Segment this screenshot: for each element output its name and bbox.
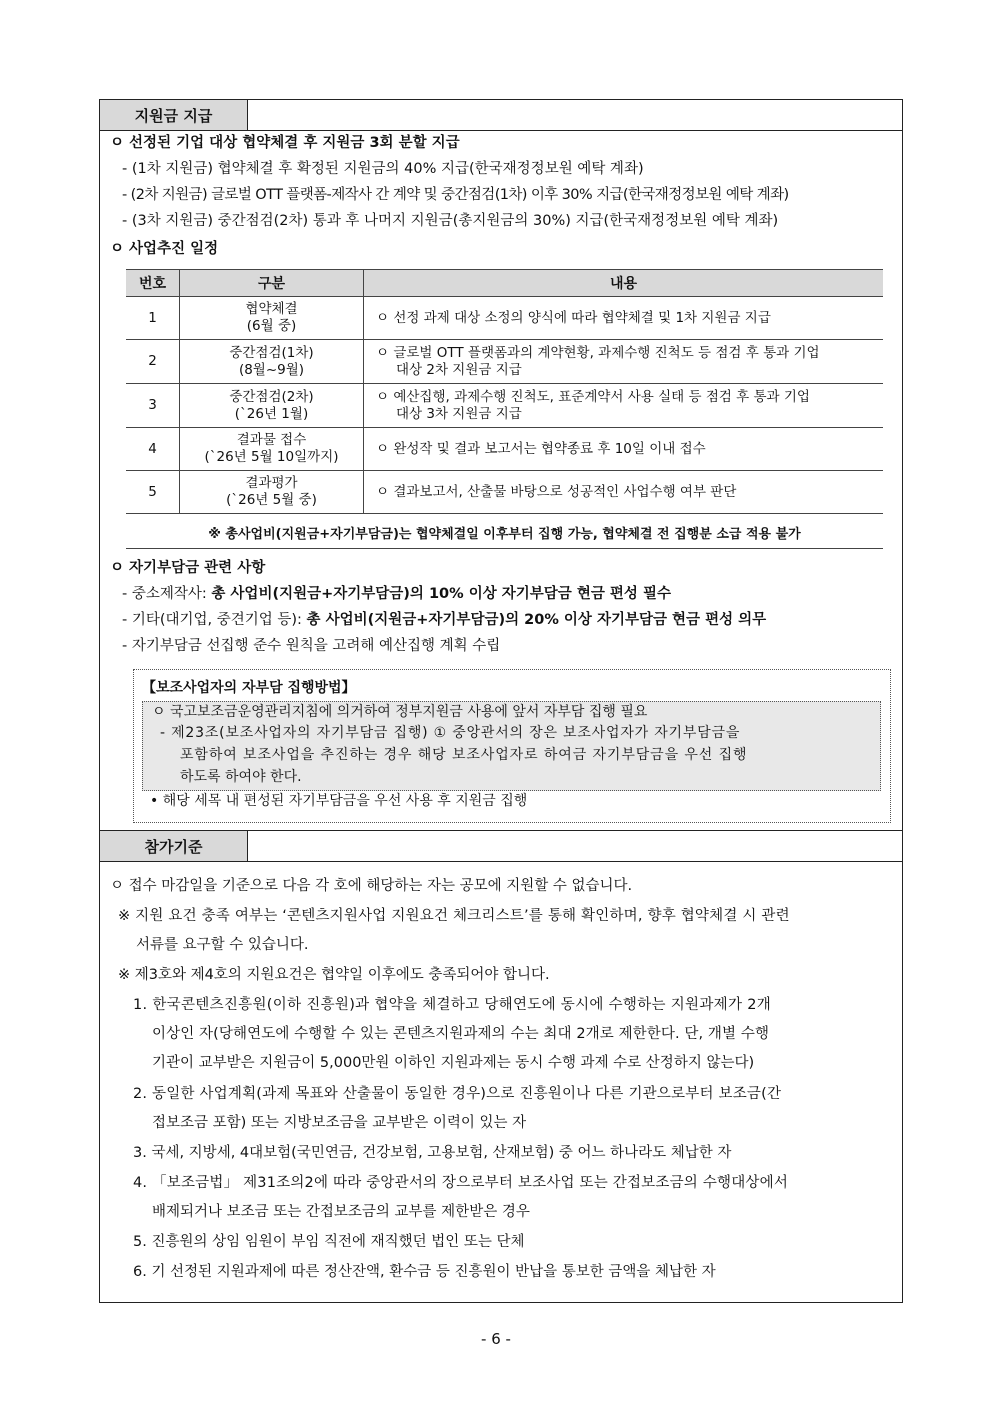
schedule-table: [126, 269, 883, 514]
row-content-line1: ㅇ 예산집행, 과제수행 진척도, 표준계약서 사용 실태 등 점검 후 통과 기업: [376, 388, 810, 405]
row-category-line1: 결과평가: [245, 475, 298, 491]
row-category-line2: (`26년 5월 중): [226, 492, 317, 508]
self-item-1-prefix: - 중소제작사:: [122, 586, 212, 602]
criterion-1-cont-b: 기관이 교부받은 지원금이 5,000만원 이하인 지원과제는 동시 수행 과제 수로 산정하지 않는다): [152, 1055, 755, 1071]
eligibility-note-1: ※ 지원 요건 충족 여부는 ‘콘텐츠지원사업 지원요건 체크리스트’를 통해 확인하며, 향후 협약체결 시 관련: [118, 908, 790, 924]
row-content: [364, 471, 884, 514]
eligibility-section: [99, 830, 903, 1303]
box-title: 【보조사업자의 자부담 집행방법】: [142, 680, 356, 696]
regulation-line-4: 하도록 하여야 한다.: [180, 769, 302, 785]
row-content-line1: ㅇ 선정 과제 대상 소정의 양식에 따라 협약체결 및 1차 지원금 지급: [376, 309, 771, 326]
row-content-line2: 대상 2차 지원금 지급: [396, 361, 522, 378]
row-content: [364, 428, 884, 471]
criterion-2-cont: 접보조금 포함) 또는 지방보조금을 교부받은 이력이 있는 자: [152, 1115, 527, 1131]
self-item-3: - 자기부담금 선집행 준수 원칙을 고려해 예산집행 계획 수립: [122, 638, 501, 654]
row-category-line1: 중간점검(1차): [229, 344, 314, 361]
table-row: [126, 471, 883, 514]
row-content: [364, 297, 884, 340]
row-category: [180, 340, 364, 384]
row-category-line2: (`26년 5월 10일까지): [204, 449, 339, 465]
row-category-line2: (6월 중): [246, 318, 297, 334]
eligibility-section-header: [100, 831, 902, 862]
criterion-4: 4. 「보조금법」 제31조의2에 따라 중앙관서의 장으로부터 보조사업 또는 간접보조금의 수행대상에서: [133, 1175, 789, 1191]
table-row: [126, 384, 883, 428]
schedule-table-header: [126, 270, 883, 297]
regulation-line-3: 포함하여 보조사업을 추진하는 경우 해당 보조사업자로 하여금 자기부담금을 우선 집행: [180, 747, 748, 763]
row-category-line2: (8월~9월): [238, 361, 305, 378]
self-item-1-bold: 총 사업비(지원금+자기부담금)의 10% 이상 자기부담금 현금 편성 필수: [211, 586, 672, 602]
eligibility-section-title: 참가기준: [100, 831, 248, 861]
row-category: [180, 471, 364, 514]
row-category: [180, 428, 364, 471]
payment-item-3: - (3차 지원금) 중간점검(2차) 통과 후 나머지 지원금(총지원금의 30%) 지급(한국재정정보원 예탁 계좌): [122, 213, 779, 229]
row-no: 1: [126, 297, 180, 340]
page-number: - 6 -: [481, 1330, 511, 1348]
row-content: [364, 384, 884, 428]
eligibility-intro: ㅇ 접수 마감일을 기준으로 다음 각 호에 해당하는 자는 공모에 지원할 수 없습니다.: [110, 878, 633, 894]
self-item-1: [122, 584, 671, 604]
row-no: 2: [126, 340, 180, 384]
criterion-4-cont: 배제되거나 보조금 또는 간접보조금의 교부를 제한받은 경우: [152, 1204, 530, 1220]
row-content-line1: ㅇ 완성작 및 결과 보고서는 협약종료 후 10일 이내 접수: [376, 440, 706, 457]
self-item-2-prefix: - 기타(대기업, 중견기업 등):: [122, 612, 307, 628]
header-content: 내용: [364, 270, 884, 297]
regulation-line-1: ㅇ 국고보조금운영관리지침에 의거하여 정부지원금 사용에 앞서 자부담 집행 필요: [152, 704, 648, 720]
payment-item-1: - (1차 지원금) 협약체결 후 확정된 지원금의 40% 지급(한국재정정보원 예탁 계좌): [122, 161, 644, 177]
row-no: 5: [126, 471, 180, 514]
table-row: [126, 340, 883, 384]
self-item-2-bold: 총 사업비(지원금+자기부담금)의 20% 이상 자기부담금 현금 편성 의무: [306, 612, 767, 628]
regulation-line-2: - 제23조(보조사업자의 자기부담금 집행) ① 중앙관서의 장은 보조사업자가 자기부담금을: [160, 725, 741, 741]
criterion-1: 1. 한국콘텐츠진흥원(이하 진흥원)과 협약을 체결하고 당해연도에 동시에 수행하는 지원과제가 2개: [133, 997, 772, 1013]
payment-section-title: 지원금 지급: [100, 100, 248, 130]
criterion-1-cont-a: 이상인 자(당해연도에 수행할 수 있는 콘텐츠지원과제의 수는 최대 2개로 제한한다. 단, 개별 수행: [152, 1026, 770, 1042]
row-category-line1: 중간점검(2차): [229, 388, 314, 405]
payment-section-header: [100, 100, 902, 131]
row-content: [364, 340, 884, 384]
table-row: [126, 428, 883, 471]
box-bullet: • 해당 세목 내 편성된 자기부담금을 우선 사용 후 지원금 집행: [150, 793, 528, 809]
self-burden-heading: ㅇ 자기부담금 관련 사항: [110, 560, 266, 576]
row-no: 3: [126, 384, 180, 428]
criterion-3: 3. 국세, 지방세, 4대보험(국민연금, 건강보험, 고용보험, 산재보험) 중 어느 하나라도 체납한 자: [133, 1145, 732, 1161]
criterion-6: 6. 기 선정된 지원과제에 따른 정산잔액, 환수금 등 진흥원이 반납을 통보한 금액을 체납한 자: [133, 1264, 716, 1280]
row-category-line1: 협약체결: [245, 301, 298, 317]
schedule-note: ※ 총사업비(지원금+자기부담금)는 협약체결일 이후부터 집행 가능, 협약체결 전 집행분 소급 적용 불가: [126, 516, 883, 549]
eligibility-note-1-cont: 서류를 요구할 수 있습니다.: [136, 937, 309, 953]
row-no: 4: [126, 428, 180, 471]
row-content-line1: ㅇ 글로벌 OTT 플랫폼과의 계약현황, 과제수행 진척도 등 점검 후 통과 기업: [376, 344, 820, 361]
row-category: [180, 297, 364, 340]
row-category-line1: 결과물 접수: [236, 432, 307, 448]
table-row: [126, 297, 883, 340]
row-content-line1: ㅇ 결과보고서, 산출물 바탕으로 성공적인 사업수행 여부 판단: [376, 483, 737, 500]
criterion-5: 5. 진흥원의 상임 임원이 부임 직전에 재직했던 법인 또는 단체: [133, 1234, 525, 1250]
row-category: [180, 384, 364, 428]
self-item-2: [122, 610, 766, 630]
eligibility-note-2: ※ 제3호와 제4호의 지원요건은 협약일 이후에도 충족되어야 합니다.: [118, 967, 550, 983]
row-category-line2: (`26년 1월): [234, 405, 309, 422]
payment-item-2: - (2차 지원금) 글로벌 OTT 플랫폼-제작사 간 계약 및 중간점검(1차) 이후 30% 지급(한국재정정보원 예탁 계좌): [122, 187, 789, 203]
criterion-2: 2. 동일한 사업계획(과제 목표와 산출물이 동일한 경우)으로 진흥원이나 다른 기관으로부터 보조금(간: [133, 1086, 782, 1102]
payment-section: [99, 99, 903, 831]
row-content-line2: 대상 3차 지원금 지급: [396, 405, 522, 422]
header-no: 번호: [126, 270, 180, 297]
header-category: 구분: [180, 270, 364, 297]
schedule-heading: ㅇ 사업추진 일정: [110, 241, 219, 257]
payment-heading: ㅇ 선정된 기업 대상 협약체결 후 지원금 3회 분할 지급: [110, 135, 460, 151]
